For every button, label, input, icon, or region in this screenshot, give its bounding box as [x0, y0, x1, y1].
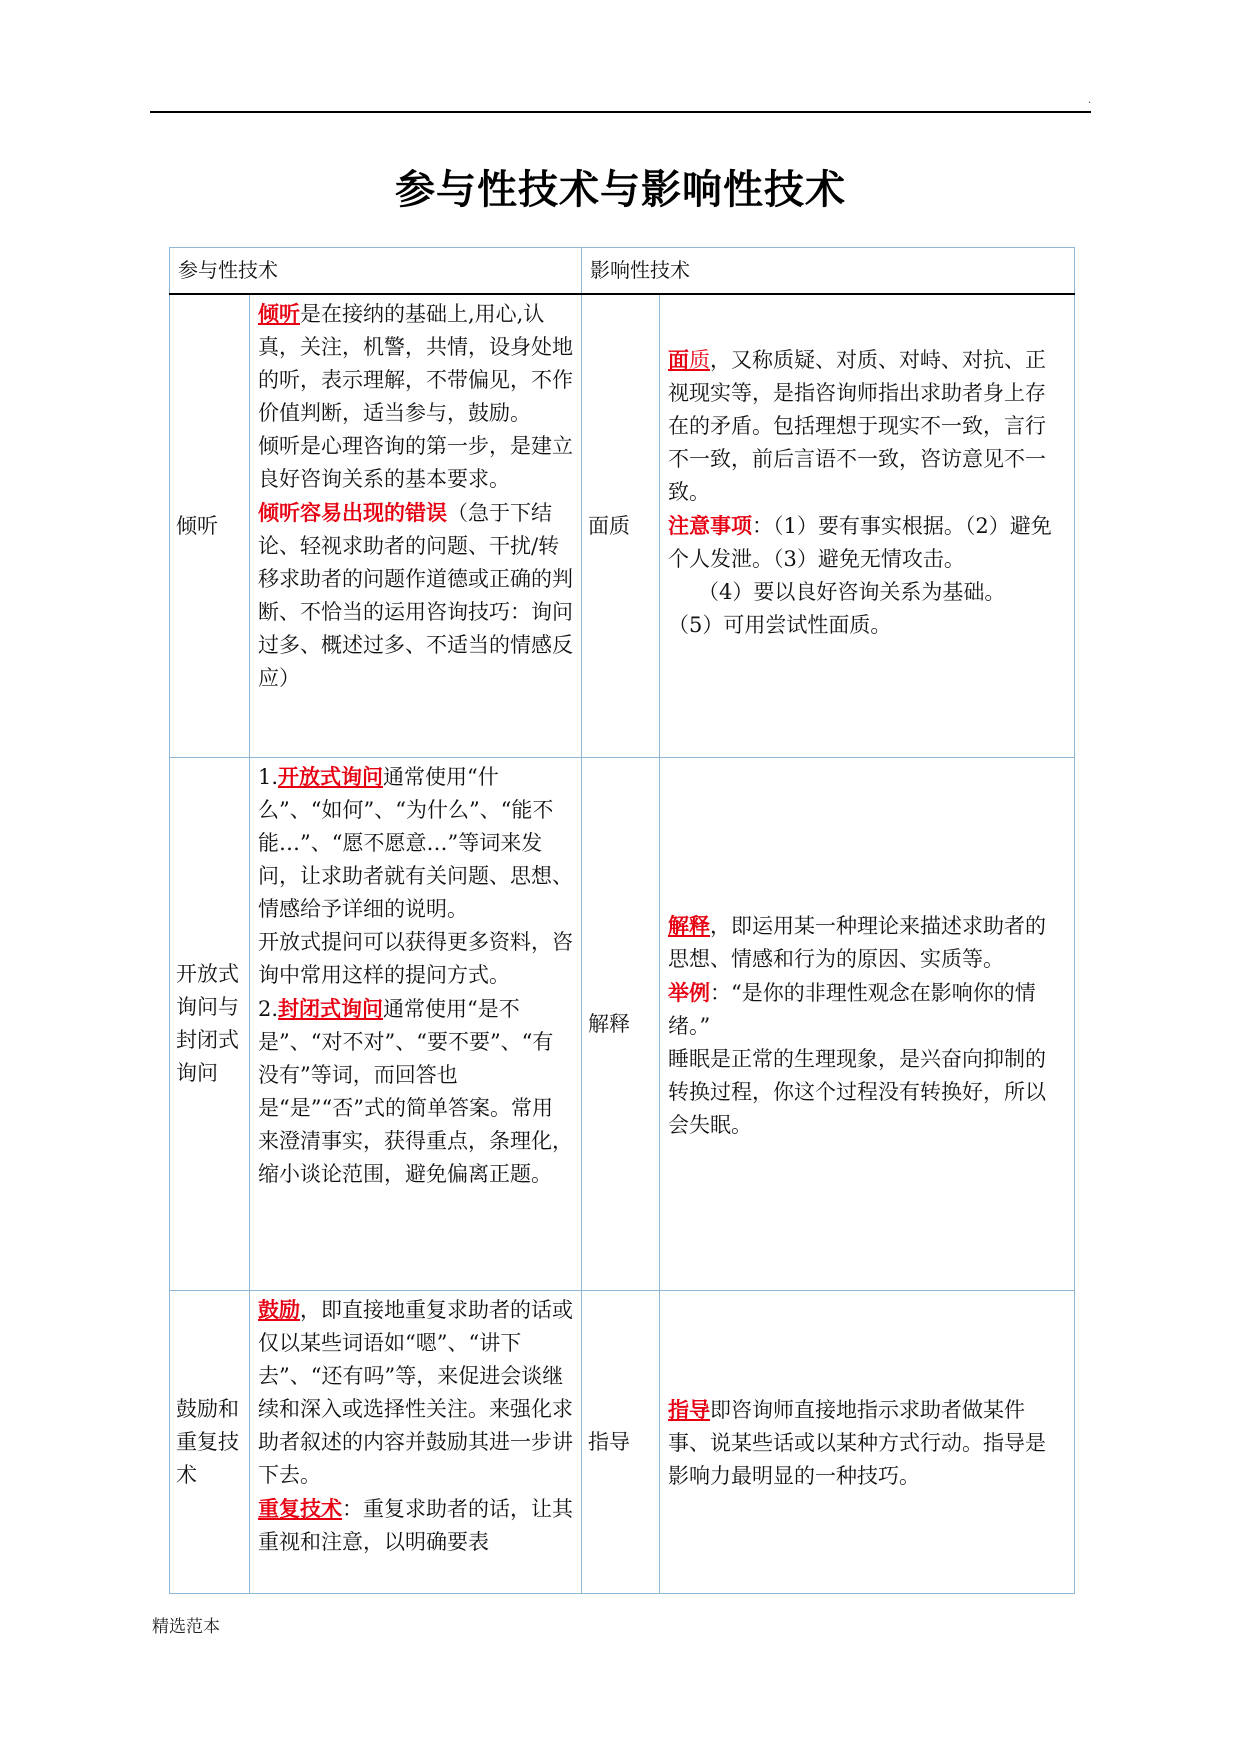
keyword: 重复技术	[258, 1496, 342, 1521]
technique-desc-guidance	[660, 1291, 1075, 1594]
keyword: 鼓励	[258, 1297, 300, 1322]
keyword: 注意事项	[668, 512, 752, 538]
open-question-def: 1.开放式询问通常使用“什么”、“如何”、“为什么”、“能不能…”、“愿不愿意…”等词来发问，让求助者就有关问题、思想、情感给予详细的说明。	[258, 764, 573, 921]
table-header-row	[170, 248, 1075, 295]
technique-desc-encouragement	[250, 1291, 582, 1594]
guidance-definition: 指导即咨询师直接地指示求助者做某件事、说某些话或以某种方式行动。指导是影响力最明显的一种技巧。	[668, 1397, 1046, 1488]
keyword: 开放式询问	[278, 764, 384, 789]
listening-definition: 倾听是在接纳的基础上,用心,认真，关注，机警，共情，设身处地的听，表示理解，不带偏见，不作价值判断，适当参与，鼓励。	[258, 301, 573, 425]
confrontation-definition: 面质，又称质疑、对质、对峙、对抗、正视现实等，是指咨询师指出求助者身上存在的矛盾。包括理想于现实不一致，言行不一致，前后言语不一致，咨访意见不一致。	[668, 346, 1046, 504]
technique-name-interpretation: 解释	[582, 758, 660, 1291]
technique-name-listening: 倾听	[170, 294, 250, 758]
technique-desc-questioning	[250, 758, 582, 1291]
interpretation-definition: 解释，即运用某一种理论来描述求助者的思想、情感和行为的原因、实质等。	[668, 912, 1046, 971]
header-participatory: 参与性技术	[170, 248, 582, 295]
listening-importance: 倾听是心理咨询的第一步，是建立良好咨询关系的基本要求。	[258, 434, 573, 491]
header-rule	[150, 111, 1091, 113]
repetition-definition: 重复技术：重复求助者的话，让其重视和注意，以明确要表	[258, 1496, 573, 1554]
listening-errors: 倾听容易出现的错误（急于下结论、轻视求助者的问题、干扰/转移求助者的问题作道德或正确的判断、不恰当的运用咨询技巧：询问过多、概述过多、不适当的情感反应）	[258, 500, 573, 690]
techniques-table	[169, 247, 1075, 1594]
keyword: 指导	[668, 1397, 710, 1422]
keyword: 解释	[668, 912, 710, 938]
header-influential: 影响性技术	[582, 248, 1075, 295]
closed-question-def: 2.封闭式询问通常使用“是不是”、“对不对”、“要不要”、“有没有”等词，而回答也是“是”“否”式的简单答案。常用来澄清事实，获得重点，条理化，缩小谈论范围，避免偏离正题。	[258, 996, 573, 1186]
keyword: 举例	[668, 979, 710, 1005]
table-row	[170, 294, 1075, 758]
footer-text: 精选范本	[152, 1617, 220, 1637]
technique-name-questioning: 开放式询问与封闭式询问	[170, 758, 250, 1291]
keyword: 封闭式询问	[278, 996, 384, 1021]
keyword: 倾听容易出现的错误	[258, 500, 447, 525]
keyword: 倾听	[258, 301, 300, 326]
table-row	[170, 758, 1075, 1291]
header-dot: .	[1088, 95, 1092, 106]
open-question-note: 开放式提问可以获得更多资料，咨询中常用这样的提问方式。	[258, 930, 573, 987]
technique-name-guidance: 指导	[582, 1291, 660, 1594]
page-title: 参与性技术与影响性技术	[395, 167, 846, 213]
technique-desc-confrontation: 面质，又称质疑、对质、对峙、对抗、正视现实等，是指咨询师指出求助者身上存在的矛盾。包括理想于现实不一致，言行不一致，前后言语不一致，咨访意见不一致。 注意事项：（1）要有事实根据。（2）避免个人发泄。（3）避免无情攻击。 （4）要以良好咨询关系为基础。 （5）可用尝试性面质。	[660, 294, 1075, 758]
keyword: 面	[668, 346, 689, 372]
table-row	[170, 1291, 1075, 1594]
confrontation-notes: 注意事项：（1）要有事实根据。（2）避免个人发泄。（3）避免无情攻击。	[668, 512, 1052, 571]
technique-name-encouragement: 鼓励和重复技术	[170, 1291, 250, 1594]
technique-desc-interpretation	[660, 758, 1075, 1291]
technique-name-confrontation: 面质	[582, 294, 660, 758]
technique-desc-listening	[250, 294, 582, 758]
interpretation-example: 举例：“是你的非理性观念在影响你的情绪。”	[668, 979, 1036, 1038]
interpretation-sample: 睡眠是正常的生理现象，是兴奋向抑制的转换过程，你这个过程没有转换好，所以会失眠。	[668, 1046, 1046, 1137]
encouragement-definition: 鼓励，即直接地重复求助者的话或仅以某些词语如“嗯”、“讲下去”、“还有吗”等，来促进会谈继续和深入或选择性关注。来强化求助者叙述的内容并鼓励其进一步讲下去。	[258, 1297, 573, 1487]
